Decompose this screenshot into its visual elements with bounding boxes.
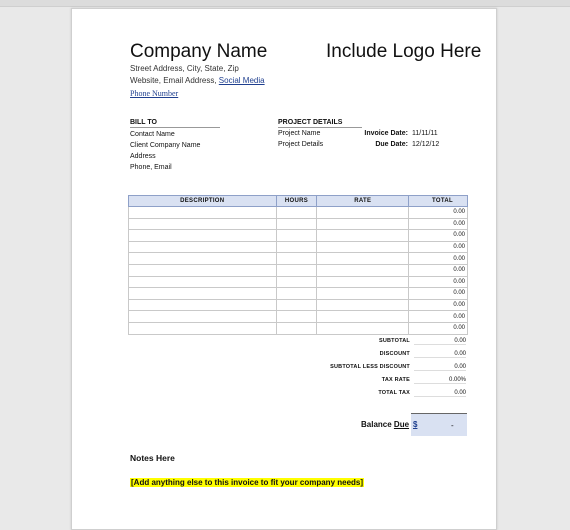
table-row <box>129 241 468 253</box>
notes-heading: Notes Here <box>130 453 175 463</box>
description-cell[interactable] <box>129 230 277 242</box>
logo-placeholder: Include Logo Here <box>326 41 482 62</box>
rate-cell[interactable] <box>317 218 409 230</box>
company-address: Street Address, City, State, Zip <box>130 64 239 73</box>
tax-rate-value: 0.00% <box>414 377 466 384</box>
line-items-table <box>128 195 468 335</box>
total-cell: 0.00 <box>409 264 468 276</box>
hours-cell[interactable] <box>276 276 317 288</box>
table-row <box>129 264 468 276</box>
col-rate: RATE <box>317 196 409 207</box>
bill-to-contact: Contact Name <box>130 131 175 138</box>
table-row <box>129 311 468 323</box>
description-cell[interactable] <box>129 311 277 323</box>
hours-cell[interactable] <box>276 264 317 276</box>
col-hours: HOURS <box>276 196 317 207</box>
balance-due-label <box>361 420 409 429</box>
company-web-line <box>130 76 265 85</box>
description-cell[interactable] <box>129 218 277 230</box>
phone-number-link[interactable]: Phone Number <box>130 89 179 98</box>
bill-to-company: Client Company Name <box>130 142 201 149</box>
table-row <box>129 230 468 242</box>
balance-label-due: Due <box>393 420 410 429</box>
total-cell: 0.00 <box>409 218 468 230</box>
hours-cell[interactable] <box>276 218 317 230</box>
total-tax-value: 0.00 <box>414 390 466 397</box>
tax-rate-label: TAX RATE <box>381 377 410 383</box>
rate-cell[interactable] <box>317 322 409 334</box>
company-name: Company Name <box>130 41 268 62</box>
table-row <box>129 322 468 334</box>
hours-cell[interactable] <box>276 230 317 242</box>
hours-cell[interactable] <box>276 311 317 323</box>
hours-cell[interactable] <box>276 253 317 265</box>
notes-highlight-text: [Add anything else to this invoice to fit your company needs] <box>131 478 364 487</box>
col-description: DESCRIPTION <box>129 196 277 207</box>
total-cell: 0.00 <box>409 311 468 323</box>
description-cell[interactable] <box>129 299 277 311</box>
top-toolbar <box>0 0 570 7</box>
rate-cell[interactable] <box>317 253 409 265</box>
rate-cell[interactable] <box>317 207 409 219</box>
table-row <box>129 207 468 219</box>
total-cell: 0.00 <box>409 230 468 242</box>
total-cell: 0.00 <box>409 253 468 265</box>
subtotal-less-discount-label: SUBTOTAL LESS DISCOUNT <box>330 364 410 370</box>
rate-cell[interactable] <box>317 311 409 323</box>
bill-to-heading: BILL TO <box>130 119 220 128</box>
total-cell: 0.00 <box>409 241 468 253</box>
project-details-heading: PROJECT DETAILS <box>278 119 362 128</box>
hours-cell[interactable] <box>276 322 317 334</box>
total-cell: 0.00 <box>409 288 468 300</box>
due-date-value: 12/12/12 <box>412 141 440 148</box>
balance-due-box <box>411 413 467 436</box>
hours-cell[interactable] <box>276 288 317 300</box>
description-cell[interactable] <box>129 241 277 253</box>
description-cell[interactable] <box>129 264 277 276</box>
total-cell: 0.00 <box>409 207 468 219</box>
due-date-label: Due Date: <box>375 141 408 148</box>
invoice-date-value: 11/11/11 <box>412 130 438 137</box>
description-cell[interactable] <box>129 288 277 300</box>
description-cell[interactable] <box>129 253 277 265</box>
balance-label-text: Balance <box>361 420 392 429</box>
total-tax-label: TOTAL TAX <box>378 390 410 396</box>
table-row <box>129 288 468 300</box>
website-email: Website, Email Address, <box>130 76 217 85</box>
table-row <box>129 276 468 288</box>
table-row <box>129 253 468 265</box>
hours-cell[interactable] <box>276 299 317 311</box>
description-cell[interactable] <box>129 322 277 334</box>
subtotal-label: SUBTOTAL <box>378 338 410 344</box>
social-media-link[interactable]: Social Media <box>218 76 265 85</box>
total-cell: 0.00 <box>409 299 468 311</box>
description-cell[interactable] <box>129 207 277 219</box>
subtotal-less-discount-value: 0.00 <box>414 364 466 371</box>
bill-to-address: Address <box>130 153 156 160</box>
bill-to-phone-email: Phone, Email <box>130 164 172 171</box>
rate-cell[interactable] <box>317 288 409 300</box>
rate-cell[interactable] <box>317 276 409 288</box>
table-row <box>129 218 468 230</box>
project-details: Project Details <box>278 141 324 148</box>
subtotal-value: 0.00 <box>414 338 466 345</box>
table-row <box>129 299 468 311</box>
project-name: Project Name <box>278 130 321 137</box>
hours-cell[interactable] <box>276 207 317 219</box>
invoice-page <box>71 8 497 530</box>
hours-cell[interactable] <box>276 241 317 253</box>
invoice-date-label: Invoice Date: <box>364 130 408 137</box>
description-cell[interactable] <box>129 276 277 288</box>
balance-value: - <box>451 421 454 430</box>
total-cell: 0.00 <box>409 276 468 288</box>
rate-cell[interactable] <box>317 299 409 311</box>
total-cell: 0.00 <box>409 322 468 334</box>
balance-currency: $ <box>413 420 418 429</box>
rate-cell[interactable] <box>317 264 409 276</box>
rate-cell[interactable] <box>317 241 409 253</box>
discount-value: 0.00 <box>414 351 466 358</box>
discount-label: DISCOUNT <box>379 351 410 357</box>
rate-cell[interactable] <box>317 230 409 242</box>
col-total: TOTAL <box>409 196 468 207</box>
